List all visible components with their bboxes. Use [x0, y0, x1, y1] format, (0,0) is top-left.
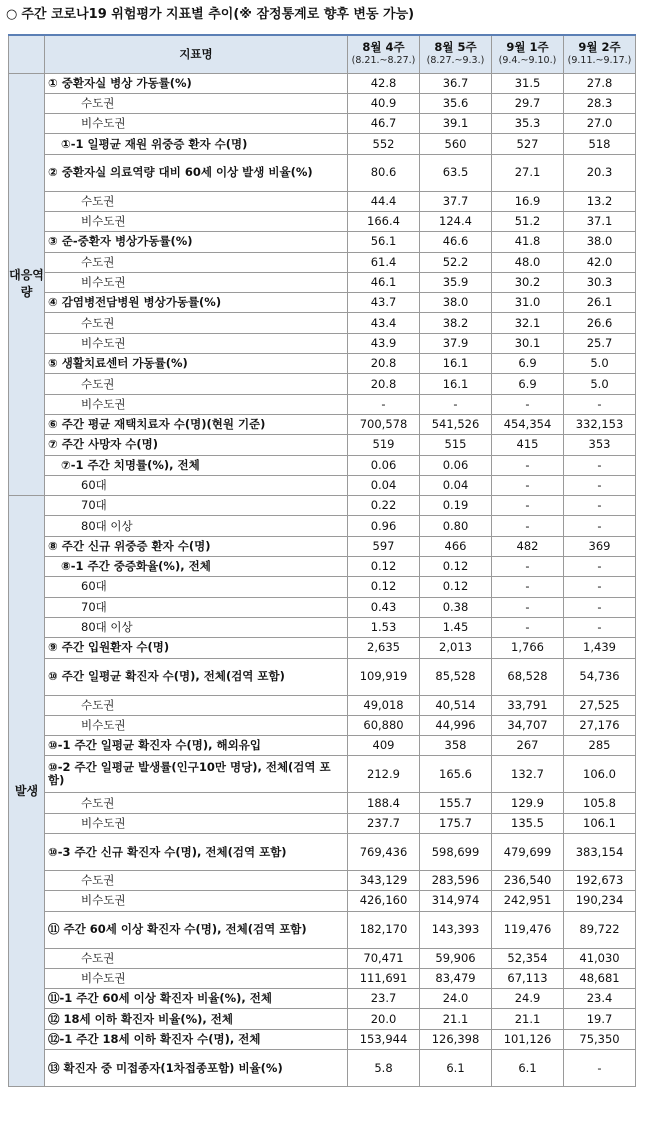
value-cell: - — [420, 394, 492, 414]
value-cell: 426,160 — [348, 891, 420, 911]
indicator-name: ② 중환자실 의료역량 대비 60세 이상 발생 비율(%) — [45, 154, 348, 191]
indicator-name: 수도권 — [45, 695, 348, 715]
value-cell: 515 — [420, 435, 492, 455]
value-cell: 52,354 — [492, 948, 564, 968]
indicator-name: 비수도권 — [45, 114, 348, 134]
value-cell: 70,471 — [348, 948, 420, 968]
week-label: 8월 5주 — [434, 40, 477, 55]
value-cell: - — [492, 597, 564, 617]
value-cell: 314,974 — [420, 891, 492, 911]
table-row — [9, 577, 636, 597]
value-cell: 237.7 — [348, 813, 420, 833]
value-cell: 54,736 — [564, 658, 636, 695]
value-cell: 1.53 — [348, 617, 420, 637]
category-cell: 발생 — [9, 496, 45, 1087]
value-cell: 16.9 — [492, 191, 564, 211]
table-row — [9, 871, 636, 891]
value-cell: 33,791 — [492, 695, 564, 715]
indicator-name: 비수도권 — [45, 813, 348, 833]
value-cell: 35.9 — [420, 272, 492, 292]
table-row — [9, 211, 636, 231]
value-cell: 353 — [564, 435, 636, 455]
table-row — [9, 793, 636, 813]
value-cell: 30.3 — [564, 272, 636, 292]
indicator-name: ⑩-2 주간 일평균 발생률(인구10만 명당), 전체(검역 포함) — [45, 756, 348, 793]
value-cell: 51.2 — [492, 211, 564, 231]
value-cell: 0.12 — [348, 557, 420, 577]
table-row — [9, 134, 636, 154]
value-cell: - — [564, 557, 636, 577]
value-cell: 38.2 — [420, 313, 492, 333]
indicator-name: ⑩-1 주간 일평균 확진자 수(명), 해외유입 — [45, 736, 348, 756]
value-cell: 16.1 — [420, 374, 492, 394]
value-cell: - — [564, 597, 636, 617]
indicator-name: ⑥ 주간 평균 재택치료자 수(명)(현원 기준) — [45, 414, 348, 434]
value-cell: 20.8 — [348, 354, 420, 374]
value-cell: 1.45 — [420, 617, 492, 637]
table-row — [9, 496, 636, 516]
week-label: 8월 4주 — [362, 40, 405, 55]
table-row — [9, 891, 636, 911]
bullet-circle: ○ — [6, 7, 18, 22]
value-cell: 35.6 — [420, 93, 492, 113]
value-cell: 285 — [564, 736, 636, 756]
table-row — [9, 374, 636, 394]
indicator-table — [8, 34, 636, 1087]
indicator-name: ⑧ 주간 신규 위중증 환자 수(명) — [45, 536, 348, 556]
value-cell: 0.22 — [348, 496, 420, 516]
value-cell: 0.12 — [348, 577, 420, 597]
value-cell: 415 — [492, 435, 564, 455]
value-cell: 143,393 — [420, 911, 492, 948]
value-cell: - — [348, 394, 420, 414]
indicator-name: ① 중환자실 병상 가동률(%) — [45, 73, 348, 93]
table-row — [9, 1029, 636, 1049]
table-row — [9, 536, 636, 556]
week-header — [492, 35, 564, 73]
value-cell: 0.38 — [420, 597, 492, 617]
value-cell: 28.3 — [564, 93, 636, 113]
indicator-name: ⑩-3 주간 신규 확진자 수(명), 전체(검역 포함) — [45, 834, 348, 871]
value-cell: 63.5 — [420, 154, 492, 191]
table-row — [9, 557, 636, 577]
value-cell: 46.6 — [420, 232, 492, 252]
value-cell: 0.96 — [348, 516, 420, 536]
value-cell: 42.0 — [564, 252, 636, 272]
table-row — [9, 597, 636, 617]
week-range: (8.27.~9.3.) — [426, 55, 485, 67]
table-row — [9, 232, 636, 252]
table-row — [9, 834, 636, 871]
value-cell: 2,635 — [348, 638, 420, 658]
value-cell: 44.4 — [348, 191, 420, 211]
value-cell: 358 — [420, 736, 492, 756]
value-cell: - — [492, 394, 564, 414]
table-row — [9, 272, 636, 292]
value-cell: 132.7 — [492, 756, 564, 793]
value-cell: 598,699 — [420, 834, 492, 871]
value-cell: 61.4 — [348, 252, 420, 272]
value-cell: 0.80 — [420, 516, 492, 536]
indicator-name: ⑦ 주간 사망자 수(명) — [45, 435, 348, 455]
week-header — [420, 35, 492, 73]
value-cell: 20.0 — [348, 1009, 420, 1029]
value-cell: 52.2 — [420, 252, 492, 272]
value-cell: 541,526 — [420, 414, 492, 434]
value-cell: 48,681 — [564, 968, 636, 988]
value-cell: 466 — [420, 536, 492, 556]
value-cell: 43.4 — [348, 313, 420, 333]
indicator-name: 60대 — [45, 577, 348, 597]
value-cell: 42.8 — [348, 73, 420, 93]
value-cell: 36.7 — [420, 73, 492, 93]
week-label: 9월 1주 — [506, 40, 549, 55]
value-cell: - — [564, 394, 636, 414]
table-row — [9, 813, 636, 833]
table-row — [9, 695, 636, 715]
table-row — [9, 617, 636, 637]
week-range: (9.4.~9.10.) — [498, 55, 557, 67]
value-cell: 560 — [420, 134, 492, 154]
value-cell: 27,176 — [564, 715, 636, 735]
value-cell: 23.7 — [348, 989, 420, 1009]
week-range: (9.11.~9.17.) — [567, 55, 632, 67]
value-cell: 32.1 — [492, 313, 564, 333]
indicator-name-header: 지표명 — [45, 35, 348, 73]
week-label: 9월 2주 — [578, 40, 621, 55]
category-header-blank — [9, 35, 45, 73]
value-cell: 27,525 — [564, 695, 636, 715]
value-cell: 182,170 — [348, 911, 420, 948]
indicator-name: 수도권 — [45, 313, 348, 333]
indicator-name: 60대 — [45, 475, 348, 495]
value-cell: 479,699 — [492, 834, 564, 871]
indicator-name: ⑫-1 주간 18세 이하 확진자 수(명), 전체 — [45, 1029, 348, 1049]
value-cell: 60,880 — [348, 715, 420, 735]
week-header — [564, 35, 636, 73]
value-cell: 43.7 — [348, 293, 420, 313]
value-cell: 518 — [564, 134, 636, 154]
value-cell: 27.1 — [492, 154, 564, 191]
indicator-name: 비수도권 — [45, 968, 348, 988]
value-cell: 24.9 — [492, 989, 564, 1009]
table-row — [9, 736, 636, 756]
value-cell: 482 — [492, 536, 564, 556]
table-row — [9, 293, 636, 313]
value-cell: 31.5 — [492, 73, 564, 93]
value-cell: - — [564, 455, 636, 475]
value-cell: - — [564, 617, 636, 637]
value-cell: 527 — [492, 134, 564, 154]
value-cell: 6.1 — [420, 1050, 492, 1087]
value-cell: 343,129 — [348, 871, 420, 891]
value-cell: 383,154 — [564, 834, 636, 871]
indicator-name: ⑫ 18세 이하 확진자 비율(%), 전체 — [45, 1009, 348, 1029]
value-cell: - — [492, 617, 564, 637]
value-cell: 105.8 — [564, 793, 636, 813]
value-cell: 39.1 — [420, 114, 492, 134]
indicator-name: ⑤ 생활치료센터 가동률(%) — [45, 354, 348, 374]
value-cell: 190,234 — [564, 891, 636, 911]
table-row — [9, 638, 636, 658]
value-cell: 34,707 — [492, 715, 564, 735]
indicator-name: 수도권 — [45, 948, 348, 968]
value-cell: 0.06 — [348, 455, 420, 475]
value-cell: 0.12 — [420, 577, 492, 597]
table-body — [9, 73, 636, 1087]
table-row — [9, 414, 636, 434]
indicator-name: 70대 — [45, 496, 348, 516]
value-cell: 13.2 — [564, 191, 636, 211]
table-row — [9, 1050, 636, 1087]
value-cell: 106.0 — [564, 756, 636, 793]
table-row — [9, 191, 636, 211]
value-cell: 41.8 — [492, 232, 564, 252]
value-cell: 20.3 — [564, 154, 636, 191]
indicator-name: ⑧-1 주간 중증화율(%), 전체 — [45, 557, 348, 577]
value-cell: 40,514 — [420, 695, 492, 715]
value-cell: 48.0 — [492, 252, 564, 272]
value-cell: - — [564, 1050, 636, 1087]
value-cell: 59,906 — [420, 948, 492, 968]
indicator-name: ④ 감염병전담병원 병상가동률(%) — [45, 293, 348, 313]
indicator-name: 수도권 — [45, 793, 348, 813]
value-cell: - — [492, 455, 564, 475]
document-title-text: 주간 코로나19 위험평가 지표별 추이(※ 잠정통계로 향후 변동 가능) — [21, 7, 415, 22]
indicator-name: ①-1 일평균 재원 위중증 환자 수(명) — [45, 134, 348, 154]
value-cell: 2,013 — [420, 638, 492, 658]
value-cell: 0.06 — [420, 455, 492, 475]
value-cell: 30.2 — [492, 272, 564, 292]
value-cell: 21.1 — [420, 1009, 492, 1029]
value-cell: 46.1 — [348, 272, 420, 292]
table-row — [9, 911, 636, 948]
table-row — [9, 333, 636, 353]
table-row — [9, 313, 636, 333]
value-cell: - — [492, 577, 564, 597]
value-cell: 126,398 — [420, 1029, 492, 1049]
value-cell: 38.0 — [420, 293, 492, 313]
value-cell: - — [564, 496, 636, 516]
value-cell: 111,691 — [348, 968, 420, 988]
value-cell: 83,479 — [420, 968, 492, 988]
value-cell: 1,766 — [492, 638, 564, 658]
value-cell: 46.7 — [348, 114, 420, 134]
indicator-name: 80대 이상 — [45, 617, 348, 637]
table-row — [9, 73, 636, 93]
value-cell: 6.9 — [492, 374, 564, 394]
value-cell: 124.4 — [420, 211, 492, 231]
indicator-name: ⑪-1 주간 60세 이상 확진자 비율(%), 전체 — [45, 989, 348, 1009]
value-cell: 242,951 — [492, 891, 564, 911]
value-cell: 0.04 — [348, 475, 420, 495]
value-cell: - — [492, 496, 564, 516]
value-cell: - — [492, 557, 564, 577]
value-cell: 20.8 — [348, 374, 420, 394]
indicator-name: ⑬ 확진자 중 미접종자(1차접종포함) 비율(%) — [45, 1050, 348, 1087]
value-cell: - — [564, 475, 636, 495]
indicator-name: ⑨ 주간 입원환자 수(명) — [45, 638, 348, 658]
indicator-name: 수도권 — [45, 871, 348, 891]
value-cell: 166.4 — [348, 211, 420, 231]
table-row — [9, 989, 636, 1009]
table-row — [9, 455, 636, 475]
value-cell: 519 — [348, 435, 420, 455]
value-cell: 37.9 — [420, 333, 492, 353]
indicator-name: ③ 준-중환자 병상가동률(%) — [45, 232, 348, 252]
value-cell: 135.5 — [492, 813, 564, 833]
indicator-name: ⑦-1 주간 치명률(%), 전체 — [45, 455, 348, 475]
value-cell: 23.4 — [564, 989, 636, 1009]
value-cell: 68,528 — [492, 658, 564, 695]
value-cell: 6.9 — [492, 354, 564, 374]
value-cell: 597 — [348, 536, 420, 556]
value-cell: 283,596 — [420, 871, 492, 891]
indicator-name: 비수도권 — [45, 891, 348, 911]
value-cell: 188.4 — [348, 793, 420, 813]
value-cell: - — [492, 475, 564, 495]
value-cell: 49,018 — [348, 695, 420, 715]
value-cell: 80.6 — [348, 154, 420, 191]
value-cell: 43.9 — [348, 333, 420, 353]
value-cell: 0.12 — [420, 557, 492, 577]
document-title — [6, 2, 414, 28]
value-cell: 38.0 — [564, 232, 636, 252]
value-cell: 6.1 — [492, 1050, 564, 1087]
value-cell: 153,944 — [348, 1029, 420, 1049]
value-cell: 106.1 — [564, 813, 636, 833]
value-cell: 67,113 — [492, 968, 564, 988]
value-cell: 41,030 — [564, 948, 636, 968]
value-cell: 1,439 — [564, 638, 636, 658]
value-cell: 175.7 — [420, 813, 492, 833]
value-cell: 16.1 — [420, 354, 492, 374]
table-row — [9, 1009, 636, 1029]
indicator-name: 70대 — [45, 597, 348, 617]
value-cell: 26.6 — [564, 313, 636, 333]
indicator-name: 수도권 — [45, 374, 348, 394]
indicator-name: 비수도권 — [45, 715, 348, 735]
value-cell: 267 — [492, 736, 564, 756]
value-cell: - — [564, 516, 636, 536]
indicator-name: 비수도권 — [45, 333, 348, 353]
value-cell: 85,528 — [420, 658, 492, 695]
table-row — [9, 435, 636, 455]
value-cell: 700,578 — [348, 414, 420, 434]
value-cell: 89,722 — [564, 911, 636, 948]
table-header-row — [9, 35, 636, 73]
indicator-name: 수도권 — [45, 93, 348, 113]
value-cell: 37.1 — [564, 211, 636, 231]
value-cell: 236,540 — [492, 871, 564, 891]
value-cell: 44,996 — [420, 715, 492, 735]
indicator-name: 비수도권 — [45, 211, 348, 231]
table-row — [9, 516, 636, 536]
value-cell: 25.7 — [564, 333, 636, 353]
table-row — [9, 968, 636, 988]
value-cell: 454,354 — [492, 414, 564, 434]
value-cell: 31.0 — [492, 293, 564, 313]
value-cell: 0.04 — [420, 475, 492, 495]
value-cell: 409 — [348, 736, 420, 756]
table-row — [9, 475, 636, 495]
value-cell: 5.0 — [564, 374, 636, 394]
value-cell: - — [492, 516, 564, 536]
table-row — [9, 658, 636, 695]
value-cell: 165.6 — [420, 756, 492, 793]
table-row — [9, 394, 636, 414]
indicator-name: 수도권 — [45, 191, 348, 211]
value-cell: - — [564, 577, 636, 597]
table-row — [9, 93, 636, 113]
value-cell: 552 — [348, 134, 420, 154]
value-cell: 332,153 — [564, 414, 636, 434]
week-header — [348, 35, 420, 73]
value-cell: 37.7 — [420, 191, 492, 211]
table-row — [9, 252, 636, 272]
value-cell: 0.43 — [348, 597, 420, 617]
week-range: (8.21.~8.27.) — [351, 55, 416, 67]
value-cell: 129.9 — [492, 793, 564, 813]
value-cell: 192,673 — [564, 871, 636, 891]
table-row — [9, 114, 636, 134]
indicator-name: 비수도권 — [45, 272, 348, 292]
value-cell: 19.7 — [564, 1009, 636, 1029]
indicator-name: 80대 이상 — [45, 516, 348, 536]
value-cell: 0.19 — [420, 496, 492, 516]
value-cell: 21.1 — [492, 1009, 564, 1029]
value-cell: 56.1 — [348, 232, 420, 252]
table-row — [9, 948, 636, 968]
table-row — [9, 715, 636, 735]
value-cell: 212.9 — [348, 756, 420, 793]
value-cell: 35.3 — [492, 114, 564, 134]
table-row — [9, 354, 636, 374]
value-cell: 109,919 — [348, 658, 420, 695]
value-cell: 75,350 — [564, 1029, 636, 1049]
indicator-name: ⑪ 주간 60세 이상 확진자 수(명), 전체(검역 포함) — [45, 911, 348, 948]
value-cell: 101,126 — [492, 1029, 564, 1049]
value-cell: 40.9 — [348, 93, 420, 113]
table-row — [9, 154, 636, 191]
value-cell: 155.7 — [420, 793, 492, 813]
value-cell: 27.0 — [564, 114, 636, 134]
value-cell: 26.1 — [564, 293, 636, 313]
value-cell: 369 — [564, 536, 636, 556]
value-cell: 5.8 — [348, 1050, 420, 1087]
category-cell: 대응역량 — [9, 73, 45, 496]
value-cell: 769,436 — [348, 834, 420, 871]
value-cell: 29.7 — [492, 93, 564, 113]
value-cell: 30.1 — [492, 333, 564, 353]
indicator-name: ⑩ 주간 일평균 확진자 수(명), 전체(검역 포함) — [45, 658, 348, 695]
indicator-name: 수도권 — [45, 252, 348, 272]
value-cell: 24.0 — [420, 989, 492, 1009]
indicator-name: 비수도권 — [45, 394, 348, 414]
value-cell: 27.8 — [564, 73, 636, 93]
table-row — [9, 756, 636, 793]
value-cell: 119,476 — [492, 911, 564, 948]
value-cell: 5.0 — [564, 354, 636, 374]
